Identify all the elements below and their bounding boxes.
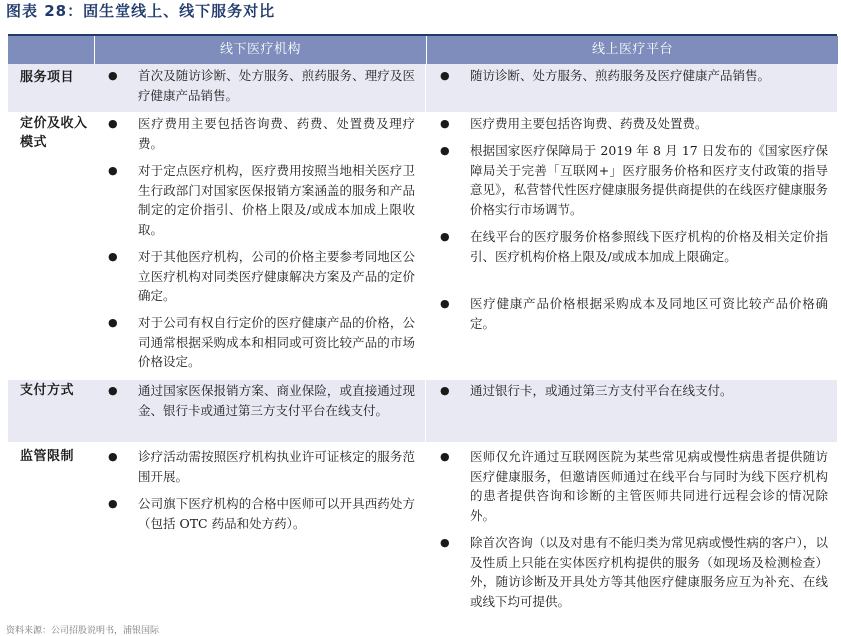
bullet-icon: ● — [440, 230, 450, 243]
bullet-icon: ● — [440, 384, 450, 397]
bullet-icon: ● — [108, 117, 118, 130]
bullet-icon: ● — [440, 69, 450, 82]
bullet-icon: ● — [108, 164, 118, 177]
list-item: ● 首次及随访诊断、处方服务、煎药服务、理疗及医疗健康产品销售。 — [108, 68, 415, 103]
bullet-icon: ● — [108, 250, 118, 263]
figure-title: 图表 28：固生堂线上、线下服务对比 — [6, 2, 276, 20]
bullet-icon: ● — [108, 69, 118, 82]
column-divider — [425, 380, 426, 442]
list-item: ● 通过银行卡，或通过第三方支付平台在线支付。 — [470, 381, 828, 401]
bullet-icon: ● — [440, 117, 450, 130]
bullet-icon: ● — [108, 384, 118, 397]
bullet-icon: ● — [440, 297, 450, 310]
column-header-offline: 线下医疗机构 — [94, 36, 426, 64]
list-item: ● 除首次咨询（以及对患有不能归类为常见病或慢性病的客户），以及性质上只能在实体医疗机构提供的服务（如现场及检测检查）外，随访诊断及开具处方等其他医疗健康服务应互为补充、在线或线下均可提供。 — [440, 535, 828, 609]
list-item: ● 医疗费用主要包括咨询费、药费及处置费。 — [470, 114, 828, 134]
row-label: 支付方式 — [20, 383, 75, 398]
list-item: ● 诊疗活动需按照医疗机构执业许可证核定的服务范围开展。 — [108, 449, 415, 484]
list-item: ● 对于其他医疗机构，公司的价格主要参考同地区公立医疗机构对同类医疗健康解决方案及产品的定价确定。 — [108, 249, 415, 303]
list-item: ● 公司旗下医疗机构的合格中医师可以开具西药处方（包括 OTC 药品和处方药）。 — [108, 496, 415, 531]
list-item: ● 医疗费用主要包括咨询费、药费、处置费及理疗费。 — [108, 116, 415, 151]
table-row-payment — [8, 380, 837, 442]
header-blank-cell — [8, 36, 94, 64]
row-label: 定价及收入模式 — [20, 116, 88, 150]
bullet-icon: ● — [108, 450, 118, 463]
table-row-service-items — [8, 64, 837, 112]
column-header-online: 线上医疗平台 — [426, 36, 838, 64]
bullet-icon: ● — [440, 144, 450, 157]
bullet-icon: ● — [108, 316, 118, 329]
list-item: ● 医疗健康产品价格根据采购成本及同地区可资比较产品价格确定。 — [440, 296, 828, 331]
list-item: ● 根据国家医疗保障局于 2019 年 8 月 17 日发布的《国家医疗保障局关于完善「互联网+」医疗服务价格和医疗支付政策的指导意见》，私营替代性医疗健康服务提供商提供的在线医疗健康服务价格实行市场调节。 — [440, 143, 828, 217]
source-note: 资料来源：公司招股说明书，浦银国际 — [6, 626, 160, 636]
table-row-regulatory — [8, 442, 837, 618]
list-item: ● 医师仅允许通过互联网医院为某些常见病或慢性病患者提供随访医疗健康服务，但邀请医师通过在线平台与同时为线下医疗机构的患者提供咨询和诊断的主管医师共同进行远程会诊的情况除外。 — [440, 449, 828, 523]
list-item: ● 对于定点医疗机构，医疗费用按照当地相关医疗卫生行政部门对国家医保报销方案涵盖的服务和产品制定的定价指引、价格上限及/或成本加成上限收取。 — [108, 163, 415, 237]
list-item: ● 在线平台的医疗服务价格参照线下医疗机构的价格及相关定价指引、医疗机构价格上限及/或成本加成上限确定。 — [440, 229, 828, 264]
row-label: 监管限制 — [20, 449, 75, 464]
list-item: ● 通过国家医保报销方案、商业保险，或直接通过现金、银行卡或通过第三方支付平台在线支付。 — [108, 383, 415, 418]
list-item: ● 对于公司有权自行定价的医疗健康产品的价格，公司通常根据采购成本和相同或可资比较产品的市场价格设定。 — [108, 315, 415, 369]
list-item: ● 随访诊断、处方服务、煎药服务及医疗健康产品销售。 — [470, 66, 828, 86]
column-divider — [425, 64, 426, 112]
table-row-pricing-model — [8, 112, 837, 380]
bullet-icon: ● — [108, 497, 118, 510]
bullet-icon: ● — [440, 450, 450, 463]
row-label: 服务项目 — [20, 70, 75, 85]
bullet-icon: ● — [440, 536, 450, 549]
